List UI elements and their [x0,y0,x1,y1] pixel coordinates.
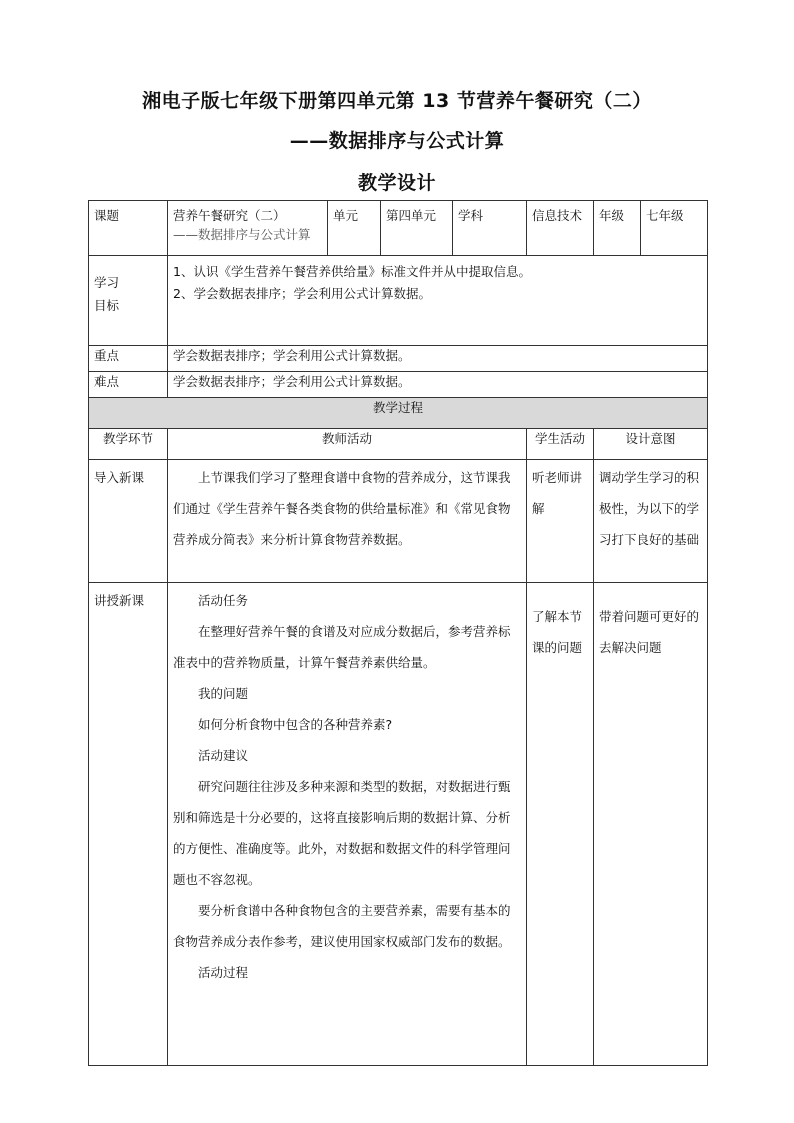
intro-intent-text: 调动学生学习的积极性，为以下的学习打下良好的基础 [599,470,700,547]
process-heading: 教学过程 [89,398,708,429]
lesson-stage [89,583,168,1066]
lesson-intent [594,583,708,1066]
course-title: 营养午餐研究（二） [173,208,286,223]
task-label: 活动任务 [198,593,249,608]
lesson-row [89,583,708,1066]
info-row [89,201,708,256]
intro-stage [89,460,168,583]
grade-label: 年级 [594,201,641,256]
process-heading-row [89,398,708,429]
process-label: 活动过程 [198,965,249,980]
unit-value: 第四单元 [381,201,453,256]
intro-row [89,460,708,583]
goal-item-2: 2、学会数据表排序；学会利用公式计算数据。 [173,286,431,301]
goals-content [168,256,708,346]
column-stage: 教学环节 [89,429,168,460]
intro-intent [594,460,708,583]
question-label: 我的问题 [198,686,249,701]
goals-row [89,256,708,346]
goals-label-line-2: 目标 [94,298,120,313]
question-text: 如何分析食物中包含的各种营养素? [198,717,393,732]
process-columns-row [89,429,708,460]
advice-label: 活动建议 [198,748,249,763]
intro-teacher-text: 上节课我们学习了整理食谱中食物的营养成分，这节课我们通过《学生营养午餐各类食物的供给量标准》和《常见食物营养成分简表》来分析计算食物营养数据。 [173,470,511,547]
task-text: 在整理好营养午餐的食谱及对应成分数据后，参考营养标准表中的营养物质量，计算午餐营养素供给量。 [173,624,511,670]
column-intent: 设计意图 [594,429,708,460]
difficulties-value: 学会数据表排序；学会利用公式计算数据。 [168,372,708,398]
goals-label-line-1: 学习 [94,275,120,290]
course-subtitle: ——数据排序与公式计算 [173,227,311,242]
goals-label [89,256,168,346]
lesson-student-text: 了解本节课的问题 [532,609,583,655]
document-heading: 教学设计 [357,172,436,194]
advice-text-2: 要分析食谱中各种食物包含的主要营养素，需要有基本的食物营养成分表作参考，建议使用国家权威部门发布的数据。 [173,903,511,949]
course-label: 课题 [89,201,168,256]
lesson-plan-table [88,200,708,1066]
lesson-intent-text: 带着问题可更好的去解决问题 [599,609,700,655]
unit-label: 单元 [328,201,381,256]
subject-label: 学科 [453,201,527,256]
lesson-student [527,583,594,1066]
intro-student-text: 听老师讲解 [532,470,583,516]
course-value [168,201,328,256]
intro-student [527,460,594,583]
goal-item-1: 1、认识《学生营养午餐营养供给量》标准文件并从中提取信息。 [173,264,531,279]
intro-teacher [168,460,527,583]
document-title: 湘电子版七年级下册第四单元第 13 节营养午餐研究（二） [142,90,652,112]
grade-value: 七年级 [641,201,708,256]
lesson-stage-text: 讲授新课 [94,593,145,608]
subject-value: 信息技术 [527,201,594,256]
advice-text-1: 研究问题往往涉及多种来源和类型的数据，对数据进行甄别和筛选是十分必要的，这将直接影响后期的数据计算、分析的方便性、准确度等。此外，对数据和数据文件的科学管理问题也不容忽视。 [173,779,511,887]
column-teacher: 教师活动 [168,429,527,460]
key-points-label: 重点 [89,346,168,372]
lesson-teacher [168,583,527,1066]
column-student: 学生活动 [527,429,594,460]
intro-stage-text: 导入新课 [94,470,145,485]
difficulties-row [89,372,708,398]
key-points-row [89,346,708,372]
difficulties-label: 难点 [89,372,168,398]
key-points-value: 学会数据表排序；学会利用公式计算数据。 [168,346,708,372]
document-subtitle: ——数据排序与公式计算 [289,130,505,152]
